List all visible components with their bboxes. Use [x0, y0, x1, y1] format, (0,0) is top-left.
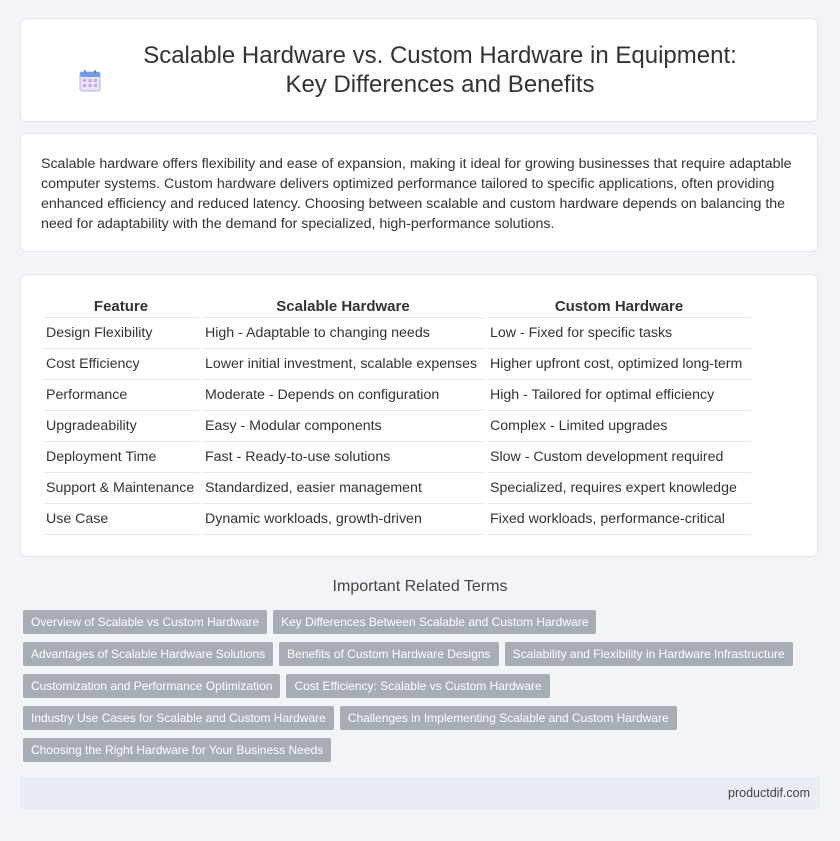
table-cell: Cost Efficiency — [43, 350, 199, 380]
comparison-table — [40, 293, 754, 536]
table-cell: Design Flexibility — [43, 319, 199, 349]
table-cell: High - Tailored for optimal efficiency — [487, 381, 751, 411]
table-row — [43, 505, 751, 535]
table-cell: Complex - Limited upgrades — [487, 412, 751, 442]
comparison-card — [20, 274, 818, 557]
related-term-link[interactable]: Scalability and Flexibility in Hardware Infrastructure — [505, 642, 793, 666]
table-cell: Support & Maintenance — [43, 474, 199, 504]
related-term-link[interactable]: Benefits of Custom Hardware Designs — [279, 642, 498, 666]
page-title: Scalable Hardware vs. Custom Hardware in Equipment: Key Differences and Benefits — [143, 42, 737, 98]
table-row — [43, 474, 751, 504]
table-cell: Low - Fixed for specific tasks — [487, 319, 751, 349]
footer — [20, 777, 820, 809]
table-row — [43, 319, 751, 349]
related-term-link[interactable]: Key Differences Between Scalable and Custom Hardware — [273, 610, 596, 634]
intro-card — [20, 133, 818, 252]
related-terms-list — [23, 610, 823, 770]
table-cell: Specialized, requires expert knowledge — [487, 474, 751, 504]
table-row — [43, 412, 751, 442]
table-cell: Fixed workloads, performance-critical — [487, 505, 751, 535]
table-row — [43, 350, 751, 380]
related-terms-heading: Important Related Terms — [332, 578, 508, 595]
table-cell: Use Case — [43, 505, 199, 535]
column-header: Feature — [43, 294, 199, 318]
table-cell: Upgradeability — [43, 412, 199, 442]
related-term-link[interactable]: Choosing the Right Hardware for Your Business Needs — [23, 738, 331, 762]
table-cell: High - Adaptable to changing needs — [202, 319, 484, 349]
table-cell: Standardized, easier management — [202, 474, 484, 504]
related-term-link[interactable]: Industry Use Cases for Scalable and Custom Hardware — [23, 706, 334, 730]
header-card — [20, 18, 818, 122]
table-cell: Higher upfront cost, optimized long-term — [487, 350, 751, 380]
calendar-icon — [78, 69, 102, 93]
related-term-link[interactable]: Challenges in Implementing Scalable and Custom Hardware — [340, 706, 677, 730]
table-cell: Easy - Modular components — [202, 412, 484, 442]
table-row — [43, 443, 751, 473]
table-cell: Fast - Ready-to-use solutions — [202, 443, 484, 473]
table-cell: Performance — [43, 381, 199, 411]
table-cell: Slow - Custom development required — [487, 443, 751, 473]
intro-text: Scalable hardware offers flexibility and ease of expansion, making it ideal for growing businesses that require adaptable computer systems. Custom hardware delivers optimized performance tailored to specific applications, often providing enhanced efficiency and reduced latency. Choosing between scalable and custom hardware depends on balancing the need for adaptability with the demand for specialized, high-performance solutions. — [41, 156, 792, 232]
related-term-link[interactable]: Cost Efficiency: Scalable vs Custom Hardware — [286, 674, 549, 698]
table-cell: Deployment Time — [43, 443, 199, 473]
column-header: Scalable Hardware — [202, 294, 484, 318]
table-row — [43, 381, 751, 411]
related-term-link[interactable]: Customization and Performance Optimization — [23, 674, 280, 698]
table-header-row — [43, 294, 751, 318]
related-term-link[interactable]: Advantages of Scalable Hardware Solutions — [23, 642, 273, 666]
site-name[interactable]: productdif.com — [728, 786, 810, 800]
related-term-link[interactable]: Overview of Scalable vs Custom Hardware — [23, 610, 267, 634]
table-cell: Dynamic workloads, growth-driven — [202, 505, 484, 535]
table-cell: Lower initial investment, scalable expenses — [202, 350, 484, 380]
column-header: Custom Hardware — [487, 294, 751, 318]
table-cell: Moderate - Depends on configuration — [202, 381, 484, 411]
